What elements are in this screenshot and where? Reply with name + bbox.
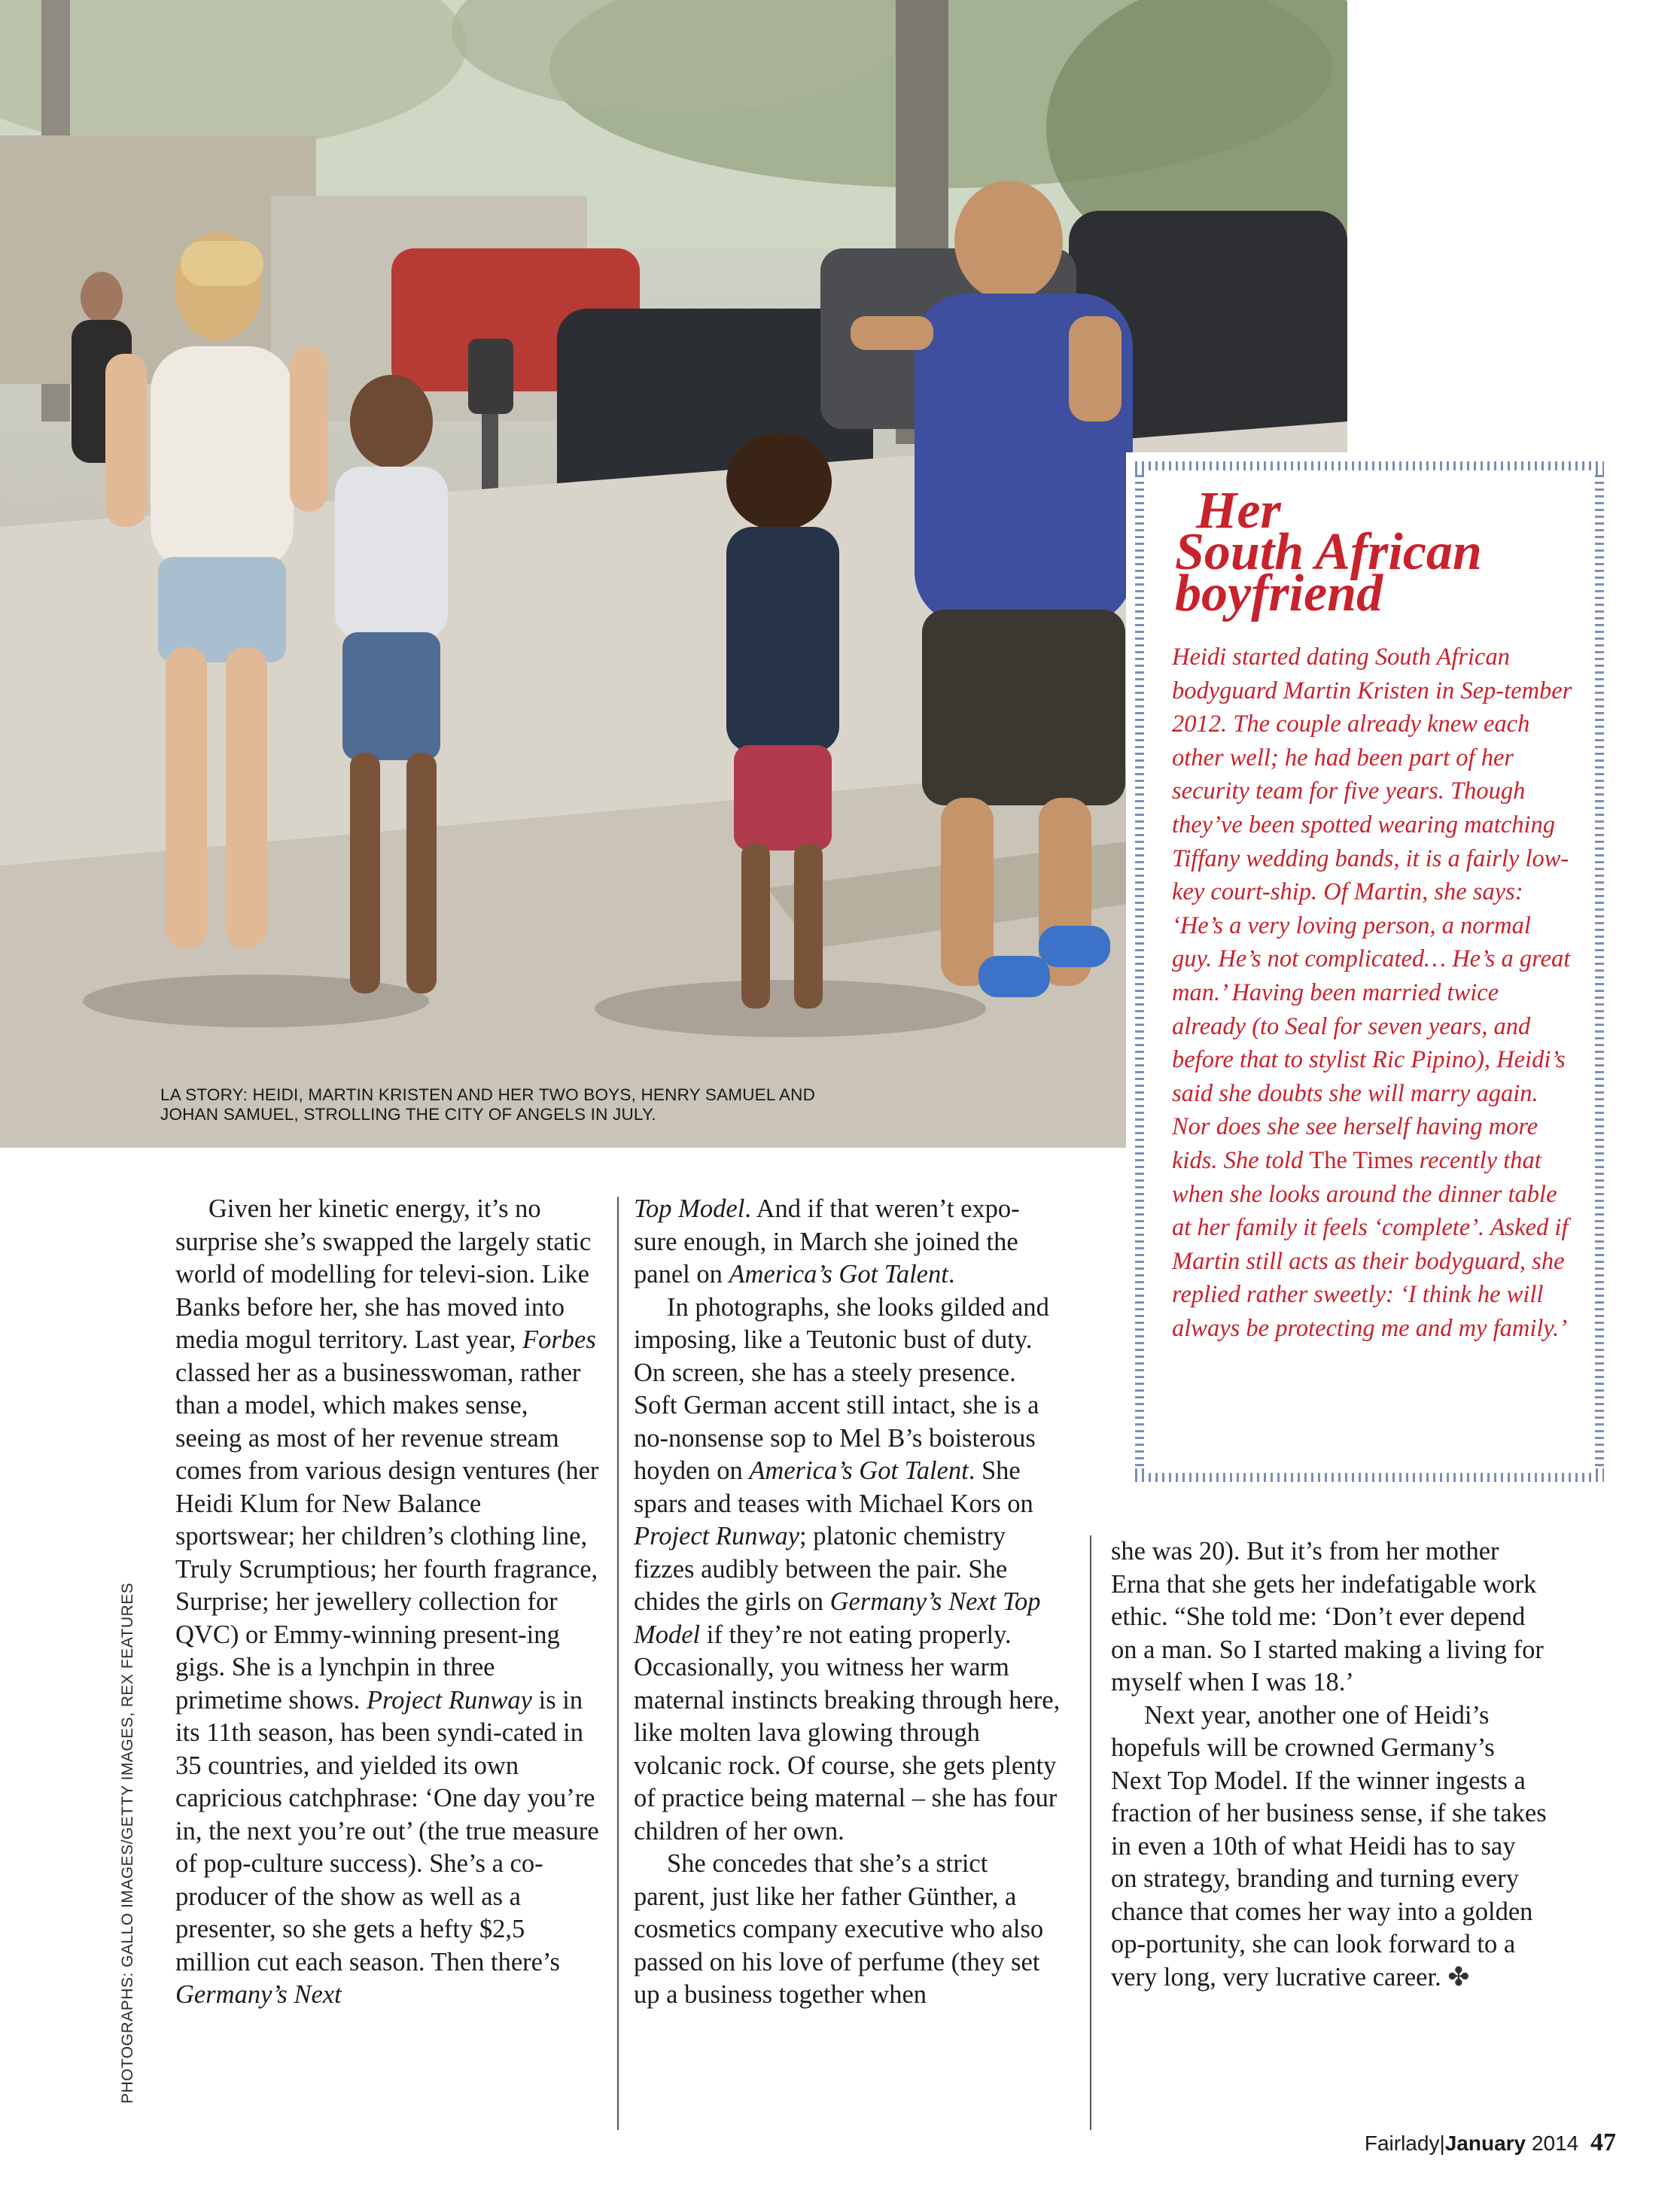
- magazine-name: Fairlady: [1364, 2132, 1440, 2155]
- photo-credit: PHOTOGRAPHS: GALLO IMAGES/GETTY IMAGES, REX FEATURES: [119, 1582, 136, 2104]
- text-run: if they’re not eating properly. Occasionally, you witness her warm maternal instincts breaking through here, like molten lava glowing through volcanic rock. Of course, she gets plenty of practice being maternal – she has four children of her own.: [634, 1620, 1061, 1846]
- text-run: . She spars and teases with Michael Kors on: [634, 1456, 1033, 1518]
- end-of-article-icon: ✤: [1447, 1962, 1470, 1992]
- italic-title-project-runway: Project Runway: [366, 1685, 532, 1715]
- text-run: classed her as a businesswoman, rather than a model, which makes sense, seeing as most of her revenue stream comes from various design ventures (her Heidi Klum for New Balance sportswear; her children’s clothing line, Truly Scrumptious; her fourth fragrance, Surprise; her jewellery collection for QVC) or Emmy-winning present-ing gigs. She is a lynchpin in three primetime shows.: [175, 1358, 599, 1715]
- photo-caption: [160, 1085, 913, 1124]
- article-column-1: [175, 1193, 601, 2012]
- italic-title-agt: America’s Got Talent: [729, 1260, 948, 1289]
- text-run: . And if that weren’t expo-sure enough, in March she joined the panel on: [634, 1194, 1020, 1289]
- caption-line-2: JOHAN SAMUEL, STROLLING THE CITY OF ANGELS IN JULY.: [160, 1105, 656, 1124]
- text-run: In photographs, she looks gilded and imposing, like a Teutonic bust of duty. On screen, she has a steely presence. Soft German accent still intact, she is a no-nonsense sop to Mel B’s boisterous hoyden on: [634, 1292, 1049, 1485]
- issue-year: 2014: [1531, 2132, 1579, 2155]
- italic-title-project-runway: Project Runway: [634, 1522, 800, 1550]
- page-folio: [1365, 2128, 1616, 2157]
- folio-separator: |: [1439, 2132, 1445, 2155]
- sidebar-publication-name: The Times: [1309, 1146, 1414, 1174]
- italic-title-gntm: Top Model: [634, 1194, 745, 1223]
- text-run: is in its 11th season, has been syndi-cated in 35 countries, and yielded its own capricious catchphrase: ‘One day you’re in, the next you’re out’ (the true measure of pop-culture success). She’s a co-producer of the show as well as a presenter, so she gets a hefty $2,5 million cut each season. Then there’s: [175, 1685, 599, 1976]
- column-rule-2: [1090, 1535, 1091, 2130]
- paragraph: [175, 1193, 601, 2012]
- italic-title-gntm: Germany’s Next: [175, 1980, 342, 2009]
- column-rule-1: [617, 1197, 619, 2130]
- paragraph: [634, 1292, 1063, 1849]
- text-run: .: [948, 1260, 955, 1289]
- sidebar-body-text-b: recently that when she looks around the dinner table at her family it feels ‘complete’. Asked if Martin still acts as their bodyguard, she replied rather sweetly: ‘I think he will always be protecting me and my family.’: [1172, 1146, 1569, 1342]
- page-number: 47: [1590, 2128, 1616, 2156]
- sidebar-box: [1126, 452, 1613, 1491]
- italic-title-forbes: Forbes: [522, 1325, 596, 1354]
- sidebar-title-line-2: South African: [1175, 523, 1482, 581]
- paragraph: [634, 1193, 1063, 1292]
- article-column-2: [634, 1193, 1063, 2012]
- sidebar-body-text-a: Heidi started dating South African bodyguard Martin Kristen in Sep-tember 2012. The couple already knew each other well; he had been part of her security team for five years. Though they’ve been spotted wearing matching Tiffany wedding bands, it is a fairly low-key court-ship. Of Martin, she says: ‘He’s a very loving person, a normal guy. He’s not complicated… He’s a great man.’ Having been married twice already (to Seal for seven years, and before that to stylist Ric Pipino), Heidi’s said she doubts she will marry again. Nor does she see herself having more kids. She told: [1172, 644, 1572, 1174]
- caption-line-1: LA STORY: HEIDI, MARTIN KRISTEN AND HER TWO BOYS, HENRY SAMUEL AND: [160, 1085, 816, 1104]
- paragraph: she was 20). But it’s from her mother Erna that she gets her indefatigable work ethic. “She told me: ‘Don’t ever depend on a man. So I started making a living for myself when I was 18.’: [1111, 1537, 1544, 1696]
- paragraph: She concedes that she’s a strict parent, just like her father Günther, a cosmetics company executive who also passed on his love of perfume (they set up a business together when: [634, 1849, 1044, 2009]
- issue-month: January: [1444, 2132, 1526, 2155]
- paragraph: [1111, 1699, 1548, 1995]
- sidebar-title: [1175, 482, 1596, 622]
- text-run: ; platonic chemistry fizzes audibly between the pair. She chides the girls on: [634, 1522, 1008, 1616]
- article-column-3: [1111, 1535, 1548, 1994]
- sidebar-body: [1172, 641, 1575, 1345]
- italic-title-gntm: Germany’s Next Top Model: [634, 1587, 1041, 1649]
- text-run: Given her kinetic energy, it’s no surprise she’s swapped the largely static world of modelling for televi-sion. Like Banks before her, she has moved into media mogul territory. Last year,: [175, 1194, 592, 1354]
- text-run: Next year, another one of Heidi’s hopefuls will be crowned Germany’s Next Top Model. If the winner ingests a fraction of her business sense, if she takes in even a 10th of what Heidi has to say on strategy, branding and turning every chance that comes her way into a golden op-portunity, she can look forward to a very long, very lucrative career.: [1111, 1700, 1547, 1992]
- sidebar-title-line-3: boyfriend: [1175, 564, 1383, 622]
- sidebar-frame-left: [1135, 475, 1144, 1468]
- sidebar-title-line-1: Her: [1196, 482, 1281, 540]
- sidebar-frame-right: [1595, 475, 1604, 1468]
- italic-title-agt: America’s Got Talent: [749, 1456, 969, 1485]
